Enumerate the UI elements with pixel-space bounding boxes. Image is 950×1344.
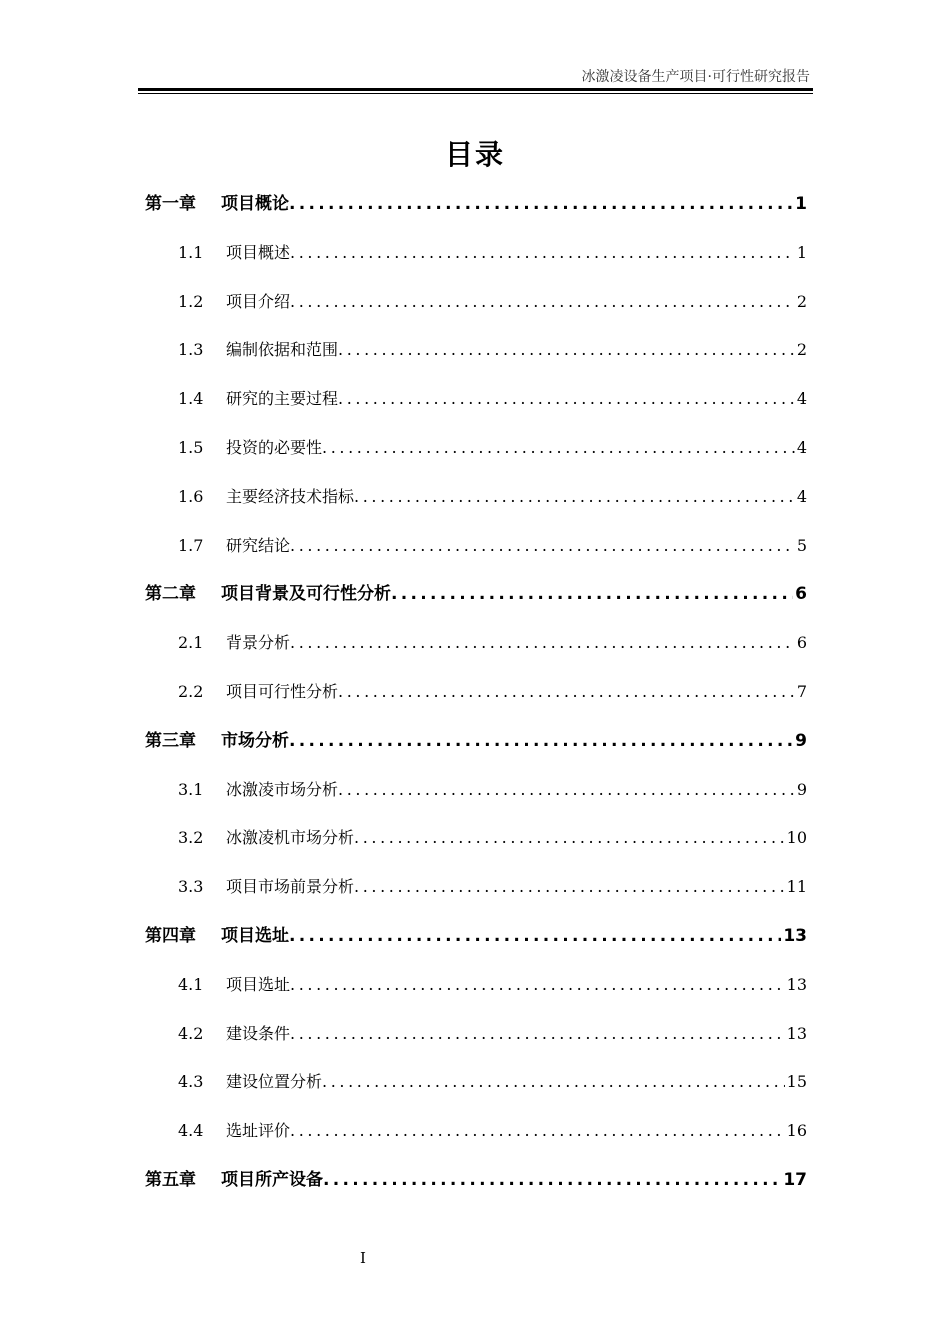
toc-leader-dots — [322, 1068, 785, 1096]
toc-entry-number: 1.4 — [178, 389, 204, 409]
toc-entry-page: 2 — [796, 291, 807, 311]
toc-entry-title: 选址评价 — [226, 1121, 291, 1141]
toc-leader-dots — [290, 532, 795, 560]
toc-section-entry[interactable] — [145, 434, 807, 483]
toc-section-entry[interactable] — [145, 483, 807, 532]
toc-leader-dots — [289, 922, 781, 950]
toc-entry-title: 项目选址 — [226, 974, 291, 994]
page-number: I — [360, 1249, 366, 1267]
toc-entry-title: 冰激凌市场分析 — [226, 779, 339, 799]
toc-chapter-entry[interactable] — [145, 580, 807, 629]
toc-leader-dots — [290, 1117, 785, 1145]
toc-section-entry[interactable] — [145, 1068, 807, 1117]
toc-entry-page: 2 — [796, 340, 807, 360]
toc-section-entry[interactable] — [145, 629, 807, 678]
toc-entry-page: 16 — [786, 1121, 807, 1141]
toc-entry-title: 项目选址 — [221, 925, 289, 946]
toc-entry-title: 项目可行性分析 — [226, 681, 339, 701]
toc-leader-dots — [338, 385, 795, 413]
toc-entry-number: 4.3 — [178, 1072, 204, 1092]
toc-leader-dots — [338, 336, 795, 364]
toc-entry-page: 4 — [796, 486, 807, 506]
toc-leader-dots — [323, 1166, 781, 1194]
toc-entry-page: 1 — [795, 194, 807, 214]
toc-leader-dots — [290, 629, 795, 657]
toc-entry-page: 6 — [795, 584, 807, 605]
toc-entry-number: 4.4 — [178, 1121, 204, 1141]
toc-leader-dots — [290, 288, 795, 316]
toc-entry-page: 13 — [783, 925, 807, 946]
toc-leader-dots — [289, 727, 793, 755]
header-rule-thin — [138, 93, 813, 94]
toc-entry-number: 第二章 — [145, 584, 196, 605]
toc-entry-title: 项目市场前景分析 — [226, 877, 355, 897]
toc-entry-number: 1.5 — [178, 437, 204, 457]
toc-chapter-entry[interactable] — [145, 727, 807, 776]
toc-entry-number: 1.2 — [178, 291, 204, 311]
toc-leader-dots — [289, 190, 793, 218]
toc-entry-page: 9 — [795, 730, 807, 751]
toc-leader-dots — [322, 434, 795, 462]
toc-entry-title: 投资的必要性 — [226, 437, 323, 457]
toc-entry-number: 第三章 — [145, 730, 196, 751]
running-header: 冰激凌设备生产项目·可行性研究报告 — [581, 69, 810, 85]
toc-entry-page: 10 — [786, 828, 807, 848]
toc-entry-title: 冰激凌机市场分析 — [226, 828, 355, 848]
toc-entry-number: 2.1 — [178, 633, 204, 653]
toc-entry-page: 13 — [786, 974, 807, 994]
toc-entry-number: 1.3 — [178, 340, 204, 360]
toc-leader-dots — [354, 824, 785, 852]
toc-leader-dots — [354, 873, 785, 901]
toc-section-entry[interactable] — [145, 239, 807, 288]
toc-entry-page: 17 — [783, 1169, 807, 1190]
toc-entry-number: 3.1 — [178, 779, 204, 799]
toc-section-entry[interactable] — [145, 385, 807, 434]
toc-title: 目录 — [444, 138, 505, 171]
toc-chapter-entry[interactable] — [145, 190, 807, 239]
toc-entry-number: 2.2 — [178, 681, 204, 701]
toc-section-entry[interactable] — [145, 971, 807, 1020]
toc-entry-title: 项目概论 — [221, 194, 289, 214]
toc-leader-dots — [290, 1020, 785, 1048]
toc-entry-page: 4 — [796, 389, 807, 409]
toc-entry-number: 1.6 — [178, 486, 204, 506]
toc-section-entry[interactable] — [145, 678, 807, 727]
toc-entry-title: 研究的主要过程 — [226, 389, 339, 409]
toc-section-entry[interactable] — [145, 532, 807, 581]
toc-leader-dots — [338, 678, 795, 706]
toc-section-entry[interactable] — [145, 1020, 807, 1069]
toc-section-entry[interactable] — [145, 288, 807, 337]
toc-leader-dots — [354, 483, 795, 511]
toc-entry-page: 7 — [796, 681, 807, 701]
toc-entry-title: 研究结论 — [226, 535, 291, 555]
toc-entry-page: 13 — [786, 1023, 807, 1043]
toc-entry-title: 项目概述 — [226, 242, 291, 262]
toc-entry-page: 11 — [786, 877, 807, 897]
toc-entry-title: 建设条件 — [226, 1023, 291, 1043]
toc-entry-number: 1.7 — [178, 535, 204, 555]
toc-leader-dots — [290, 239, 795, 267]
toc-entry-title: 项目背景及可行性分析 — [221, 584, 391, 605]
header-rule-thick — [138, 88, 813, 91]
toc-entry-number: 4.1 — [178, 974, 204, 994]
toc-section-entry[interactable] — [145, 1117, 807, 1166]
toc-entry-title: 背景分析 — [226, 633, 291, 653]
toc-entry-title: 项目所产设备 — [221, 1169, 323, 1190]
toc-leader-dots — [290, 971, 785, 999]
table-of-contents — [145, 190, 807, 1215]
toc-entry-number: 4.2 — [178, 1023, 204, 1043]
toc-entry-number: 1.1 — [178, 242, 204, 262]
toc-entry-page: 9 — [796, 779, 807, 799]
toc-section-entry[interactable] — [145, 336, 807, 385]
toc-entry-title: 编制依据和范围 — [226, 340, 339, 360]
toc-entry-title: 市场分析 — [221, 730, 289, 751]
toc-entry-page: 4 — [796, 437, 807, 457]
toc-entry-number: 第四章 — [145, 925, 196, 946]
toc-chapter-entry[interactable] — [145, 1166, 807, 1215]
toc-entry-title: 项目介绍 — [226, 291, 291, 311]
toc-section-entry[interactable] — [145, 873, 807, 922]
toc-entry-number: 3.2 — [178, 828, 204, 848]
toc-section-entry[interactable] — [145, 776, 807, 825]
toc-entry-number: 3.3 — [178, 877, 204, 897]
toc-entry-page: 5 — [796, 535, 807, 555]
toc-section-entry[interactable] — [145, 824, 807, 873]
toc-entry-page: 1 — [796, 242, 807, 262]
toc-chapter-entry[interactable] — [145, 922, 807, 971]
toc-entry-title: 建设位置分析 — [226, 1072, 323, 1092]
toc-entry-number: 第一章 — [145, 194, 196, 214]
toc-entry-page: 6 — [796, 633, 807, 653]
toc-entry-page: 15 — [786, 1072, 807, 1092]
toc-leader-dots — [338, 776, 795, 804]
toc-entry-number: 第五章 — [145, 1169, 196, 1190]
toc-leader-dots — [391, 580, 793, 608]
toc-entry-title: 主要经济技术指标 — [226, 486, 355, 506]
